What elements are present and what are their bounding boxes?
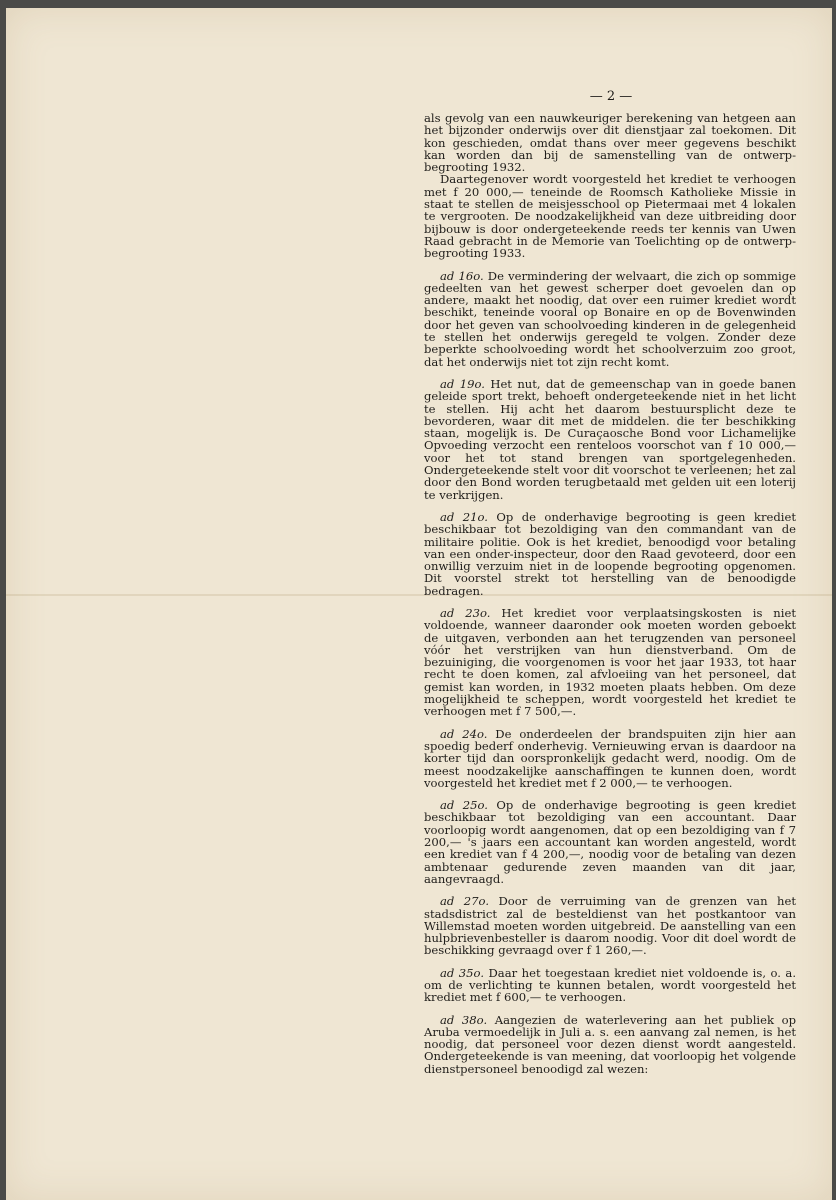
paragraph-text: Daartegenover wordt voorgesteld het krediet te verhoogen met f 20 000,— teneinde de Roomsch Katholieke Missie in staat te stellen de meisjesschool op Pietermaai met 4 lokalen te vergrooten. De noodzakelijkheid van deze uitbreiding door bijbouw is door ondergeteekende reeds ter kennis van Uwen Raad gebracht in de Memorie van Toelichting op de ontwerp-begrooting 1933. xyxy=(424,172,796,261)
paragraph-kredietverhooging xyxy=(424,173,796,259)
paragraph-text: als gevolg van een nauwkeuriger berekening van hetgeen aan het bijzonder onderwijs over dit dienstjaar zal toekomen. Dit kon geschieden, omdat thans over meer gegevens beschikt kan worden dan bij de samenstelling van de ontwerp-begrooting 1932. xyxy=(424,111,796,175)
paragraph-ad-16 xyxy=(424,270,796,368)
paragraph-continuation xyxy=(424,112,796,173)
paragraph-text: Door de verruiming van de grenzen van het stadsdistrict zal de besteldienst van het postkantoor van Willemstad moeten worden uitgebreid. De aanstelling van een hulpbrievenbesteller is daarom noodig. Voor dit doel wordt de beschikking gevraagd over f 1 260,—. xyxy=(424,894,797,958)
document-page xyxy=(6,8,832,1200)
paragraph-text: Op de onderhavige begrooting is geen krediet beschikbaar tot bezoldiging van den commandant van de militaire politie. Ook is het krediet, benoodigd voor betaling van een onder-inspecteur, door den Raad gevoteerd, door een onwillig verzuim niet in de loopende begrooting opgenomen. Dit voorstel strekt tot herstelling van de benoodigde bedragen. xyxy=(424,509,796,598)
paragraph-ad-24 xyxy=(424,728,796,789)
paragraph-ad-23 xyxy=(424,607,796,718)
paragraph-ad-21 xyxy=(424,511,796,597)
article-reference: ad 27o. xyxy=(440,894,490,909)
paragraph-text: Op de onderhavige begrooting is geen krediet beschikbaar tot bezoldiging van een accountant. Daar voorloopig wordt aangenomen, dat op een bezoldiging van f 7 200,— 's jaars een accountant kan worden angesteld, wordt een krediet van f 4 200,—, noodig voor de betaling van dezen ambtenaar gedurende zeven maanden van dit jaar, aangevraagd. xyxy=(424,798,796,886)
paragraph-text: De vermindering der welvaart, die zich op sommige gedeelten van het gewest scherper doet gevoelen dan op andere, maakt het noodig, dat over een ruimer krediet wordt beschikt, teneinde vooral op Bonaire en op de Bovenwinden door het geven van schoolvoeding kinderen in de gelegenheid te stellen het onderwijs geregeld te volgen. Zonder deze beperkte schoolvoeding wordt het schoolverzuim zoo groot, dat het onderwijs niet tot zijn recht komt. xyxy=(424,268,796,369)
article-reference: ad 21o. xyxy=(440,509,488,524)
article-reference: ad 38o. xyxy=(440,1012,488,1027)
text-column xyxy=(424,112,796,1075)
paragraph-text: Aangezien de waterlevering aan het publiek op Aruba vermoedelijk in Juli a. s. een aanvang zal nemen, is het noodig, dat personeel voor dezen dienst wordt aangesteld. Ondergeteekende is van meening, dat voorloopig het volgende dienstpersoneel benoodigd zal wezen: xyxy=(424,1012,797,1076)
article-reference: ad 24o. xyxy=(440,726,488,741)
article-reference: ad 16o. xyxy=(440,268,484,283)
page-number: — 2 — xyxy=(589,89,633,104)
paragraph-text: Het nut, dat de gemeenschap van in goede banen geleide sport trekt, behoeft ondergeteekende niet in het licht te stellen. Hij acht het daarom bestuursplicht deze te bevorderen, waar dit met de middelen. die ter beschikking staan, mogelijk is. De Curaçaosche Bond voor Lichamelijke Opvoeding verzocht een renteloos voorschot van f 10 000,— voor het tot stand brengen van sportgelegenheden. Ondergeteekende stelt voor dit voorschot te verleenen; het zal door den Bond worden terugbetaald met gelden uit een loterij te verkrijgen. xyxy=(424,376,797,502)
paragraph-ad-38 xyxy=(424,1014,796,1075)
paragraph-ad-27 xyxy=(424,895,796,956)
article-reference: ad 23o. xyxy=(440,605,491,620)
paragraph-text: De onderdeelen der brandspuiten zijn hier aan spoedig bederf onderhevig. Vernieuwing ervan is daardoor na korter tijd dan oorspronkelijk gedacht werd, noodig. Om de meest noodzakelijke aanschaffingen te kunnen doen, wordt voorgesteld het krediet met f 2 000,— te verhoogen. xyxy=(424,726,796,790)
paragraph-ad-19 xyxy=(424,378,796,501)
paragraph-text: Het krediet voor verplaatsingskosten is niet voldoende, wanneer daaronder ook moeten worden geboekt de uitgaven, verbonden aan het terugzenden van personeel vóór het verstrijken van hun dienstverband. Om de bezuiniging, die voorgenomen is voor het jaar 1933, tot haar recht te doen komen, zal afvloeiing van het personeel, dat gemist kan worden, in 1932 moeten plaats hebben. Om deze mogelijkheid te scheppen, wordt voorgesteld het krediet te verhoogen met f 7 500,—. xyxy=(424,605,796,719)
paragraph-ad-35 xyxy=(424,967,796,1004)
paragraph-text: Daar het toegestaan krediet niet voldoende is, o. a. om de verlichting te kunnen betalen, wordt voorgesteld het krediet met f 600,— te verhoogen. xyxy=(424,965,797,1005)
paragraph-ad-25 xyxy=(424,799,796,885)
article-reference: ad 25o. xyxy=(440,798,488,813)
article-reference: ad 19o. xyxy=(440,376,485,391)
article-reference: ad 35o. xyxy=(440,965,485,980)
